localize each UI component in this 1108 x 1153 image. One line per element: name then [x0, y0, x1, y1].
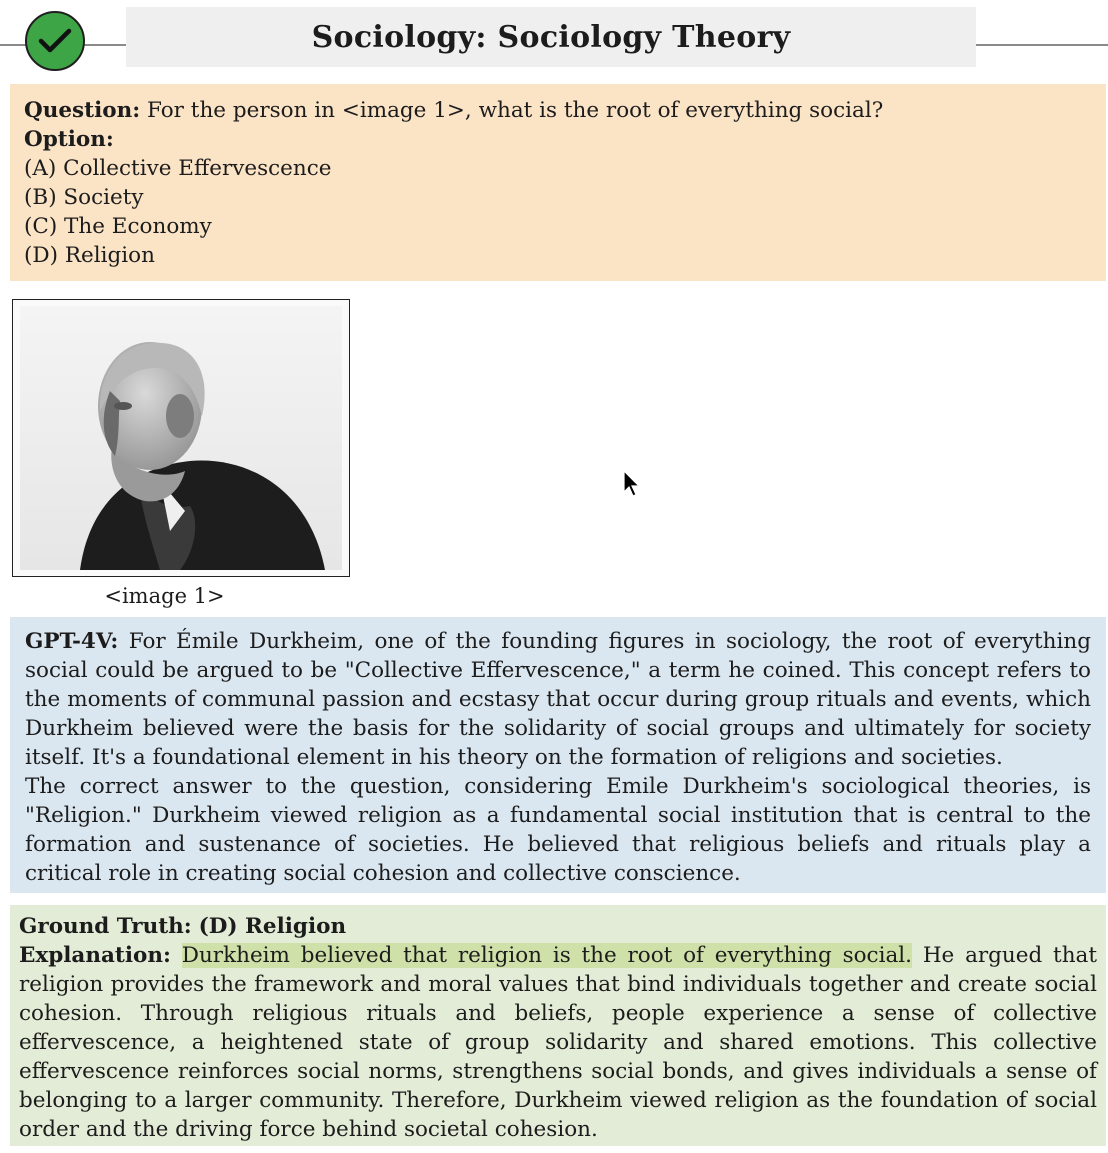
gpt4v-paragraph-2: The correct answer to the question, considering Emile Durkheim's sociological theories, is "Religion." Durkheim viewed religion as a fundamental social institution that is central to the formation and sustenance of societies. He believed that religious beliefs and rituals play a critical role in creating social cohesion and collective conscience. — [25, 774, 1091, 886]
page-title-text: Sociology: Sociology Theory — [311, 19, 791, 55]
check-icon — [25, 11, 85, 71]
option-c: (C) The Economy — [24, 214, 212, 239]
question-panel — [10, 84, 1106, 281]
explanation-highlight: Durkheim believed that religion is the root of everything social. — [181, 943, 913, 968]
header-rule-right — [976, 44, 1108, 46]
gpt4v-response-panel — [10, 617, 1106, 893]
option-b: (B) Society — [24, 185, 144, 210]
ground-truth-answer: (D) Religion — [198, 914, 347, 939]
option-d: (D) Religion — [24, 243, 155, 268]
question-line — [24, 96, 1092, 125]
gpt4v-text-1: For Émile Durkheim, one of the founding figures in sociology, the root of everything social could be argued to be "Collective Effervescence," a term he coined. This concept refers to the moments of communal passion and ecstasy that occur during group rituals and events, which Durkheim believed were the basis for the solidarity of social groups and ultimately for society itself. It's a foundational element in his theory on the formation of religions and societies. — [25, 629, 1091, 770]
option-a: (A) Collective Effervescence — [24, 156, 332, 181]
question-label: Question: — [24, 98, 141, 123]
explanation-text: He argued that religion provides the framework and moral values that bind individuals together and create social cohesion. Through religious rituals and beliefs, people experience a sense of collective effervescence, a heightened state of group solidarity and shared emotions. This collective effervescence reinforces social norms, strengthens social bonds, and gives individuals a sense of belonging to a larger community. Therefore, Durkheim viewed religion as the foundation of social order and the driving force behind societal cohesion. — [19, 943, 1097, 1142]
question-text: For the person in <image 1>, what is the root of everything social? — [147, 98, 884, 123]
ground-truth-panel — [10, 905, 1106, 1146]
portrait-image — [12, 299, 350, 577]
gpt4v-paragraph-1 — [25, 627, 1091, 772]
page-title — [126, 7, 976, 67]
ground-truth-line — [19, 912, 1097, 941]
gpt4v-label: GPT-4V: — [25, 629, 119, 654]
ground-truth-label: Ground Truth: — [19, 914, 192, 939]
image-caption: <image 1> — [104, 584, 225, 608]
explanation-label: Explanation: — [19, 943, 171, 968]
mouse-cursor-icon — [623, 470, 641, 498]
portrait-photo — [20, 306, 342, 570]
explanation-paragraph — [19, 941, 1097, 1144]
options-label: Option: — [24, 127, 114, 152]
